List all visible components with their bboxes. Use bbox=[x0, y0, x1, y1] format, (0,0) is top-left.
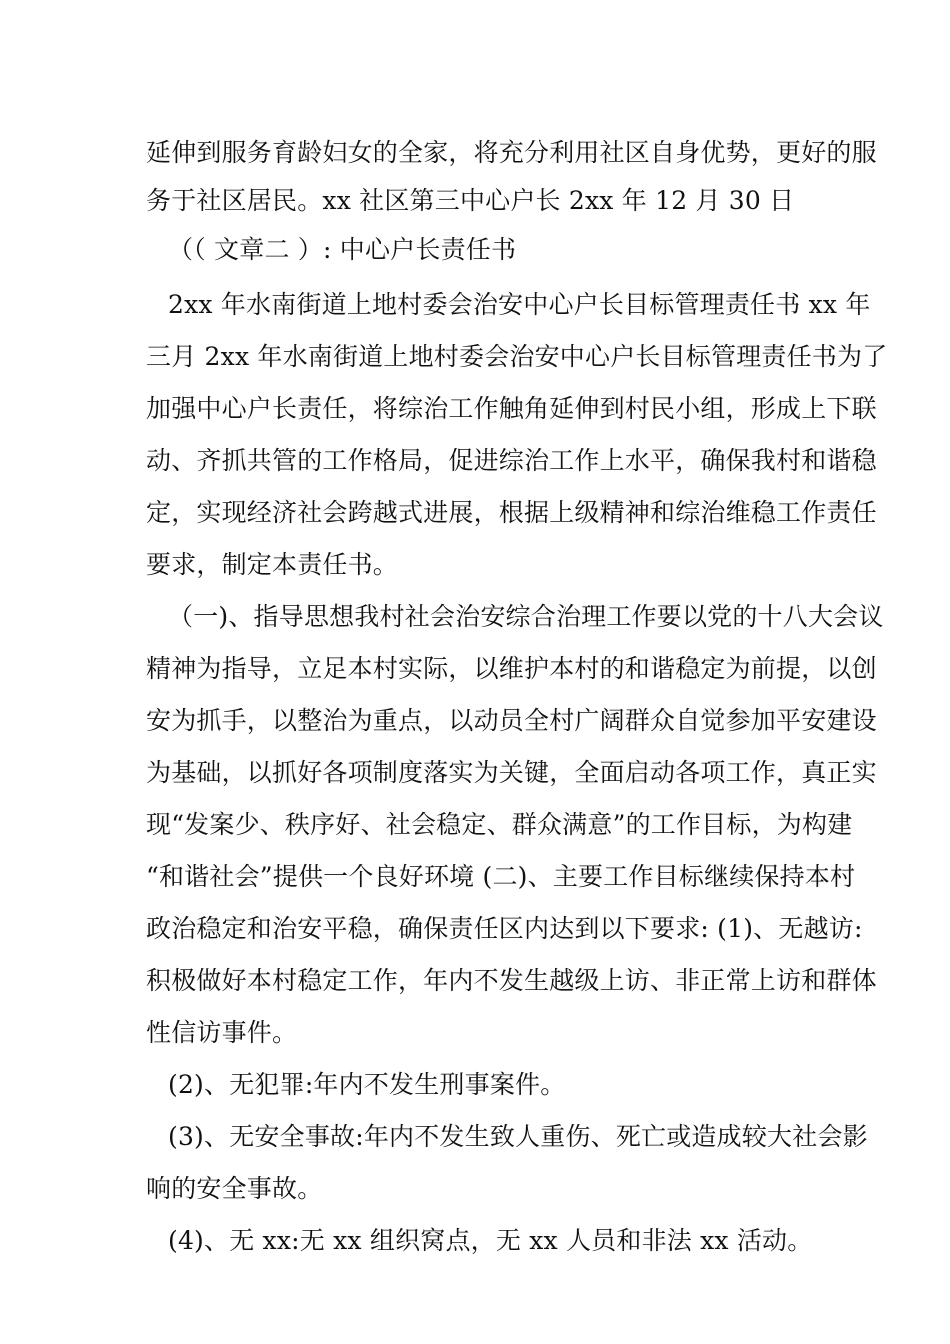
text-line: 现“发案少、秩序好、社会稳定、群众满意”的工作目标，为构建 bbox=[146, 810, 853, 839]
list-item: (3)、无安全事故:年内不发生致人重伤、死亡或造成较大社会影 bbox=[168, 1122, 868, 1151]
text-line: 精神为指导，立足本村实际，以维护本村的和谐稳定为前提，以创 bbox=[146, 654, 877, 683]
text-line: （一)、指导思想我村社会治安综合治理工作要以党的十八大会议 bbox=[168, 602, 884, 631]
text-line: 要求，制定本责任书。 bbox=[146, 550, 399, 579]
text-line: 2xx 年水南街道上地村委会治安中心户长目标管理责任书 xx 年 bbox=[168, 290, 871, 319]
text-line: 定，实现经济社会跨越式进展，根据上级精神和综治维稳工作责任 bbox=[146, 498, 877, 527]
list-item: (4)、无 xx:无 xx 组织窝点，无 xx 人员和非法 xx 活动。 bbox=[168, 1226, 813, 1255]
text-line: 加强中心户长责任，将综治工作触角延伸到村民小组，形成上下联 bbox=[146, 394, 877, 423]
text-line: 延伸到服务育龄妇女的全家，将充分利用社区自身优势，更好的服 bbox=[146, 138, 877, 167]
text-line: 务于社区居民。xx 社区第三中心户长 2xx 年 12 月 30 日 bbox=[146, 186, 795, 215]
text-line: 积极做好本村稳定工作，年内不发生越级上访、非正常上访和群体 bbox=[146, 966, 877, 995]
text-line: 为基础，以抓好各项制度落实为关键，全面启动各项工作，真正实 bbox=[146, 758, 877, 787]
text-line: 性信访事件。 bbox=[146, 1018, 298, 1047]
text-line: 响的安全事故。 bbox=[146, 1174, 323, 1203]
text-line: “和谐社会”提供一个良好环境 (二)、主要工作目标继续保持本村 bbox=[146, 862, 856, 891]
list-item: (2)、无犯罪:年内不发生刑事案件。 bbox=[168, 1070, 566, 1099]
text-line: 动、齐抓共管的工作格局，促进综治工作上水平，确保我村和谐稳 bbox=[146, 446, 877, 475]
text-line: 政治稳定和治安平稳，确保责任区内达到以下要求: (1)、无越访: bbox=[146, 914, 863, 943]
text-line: 三月 2xx 年水南街道上地村委会治安中心户长目标管理责任书为了 bbox=[146, 342, 888, 371]
text-line: 安为抓手，以整治为重点，以动员全村广阔群众自觉参加平安建设 bbox=[146, 706, 877, 735]
section-heading: （（ 文章二 ）: 中心户长责任书 bbox=[168, 235, 517, 264]
